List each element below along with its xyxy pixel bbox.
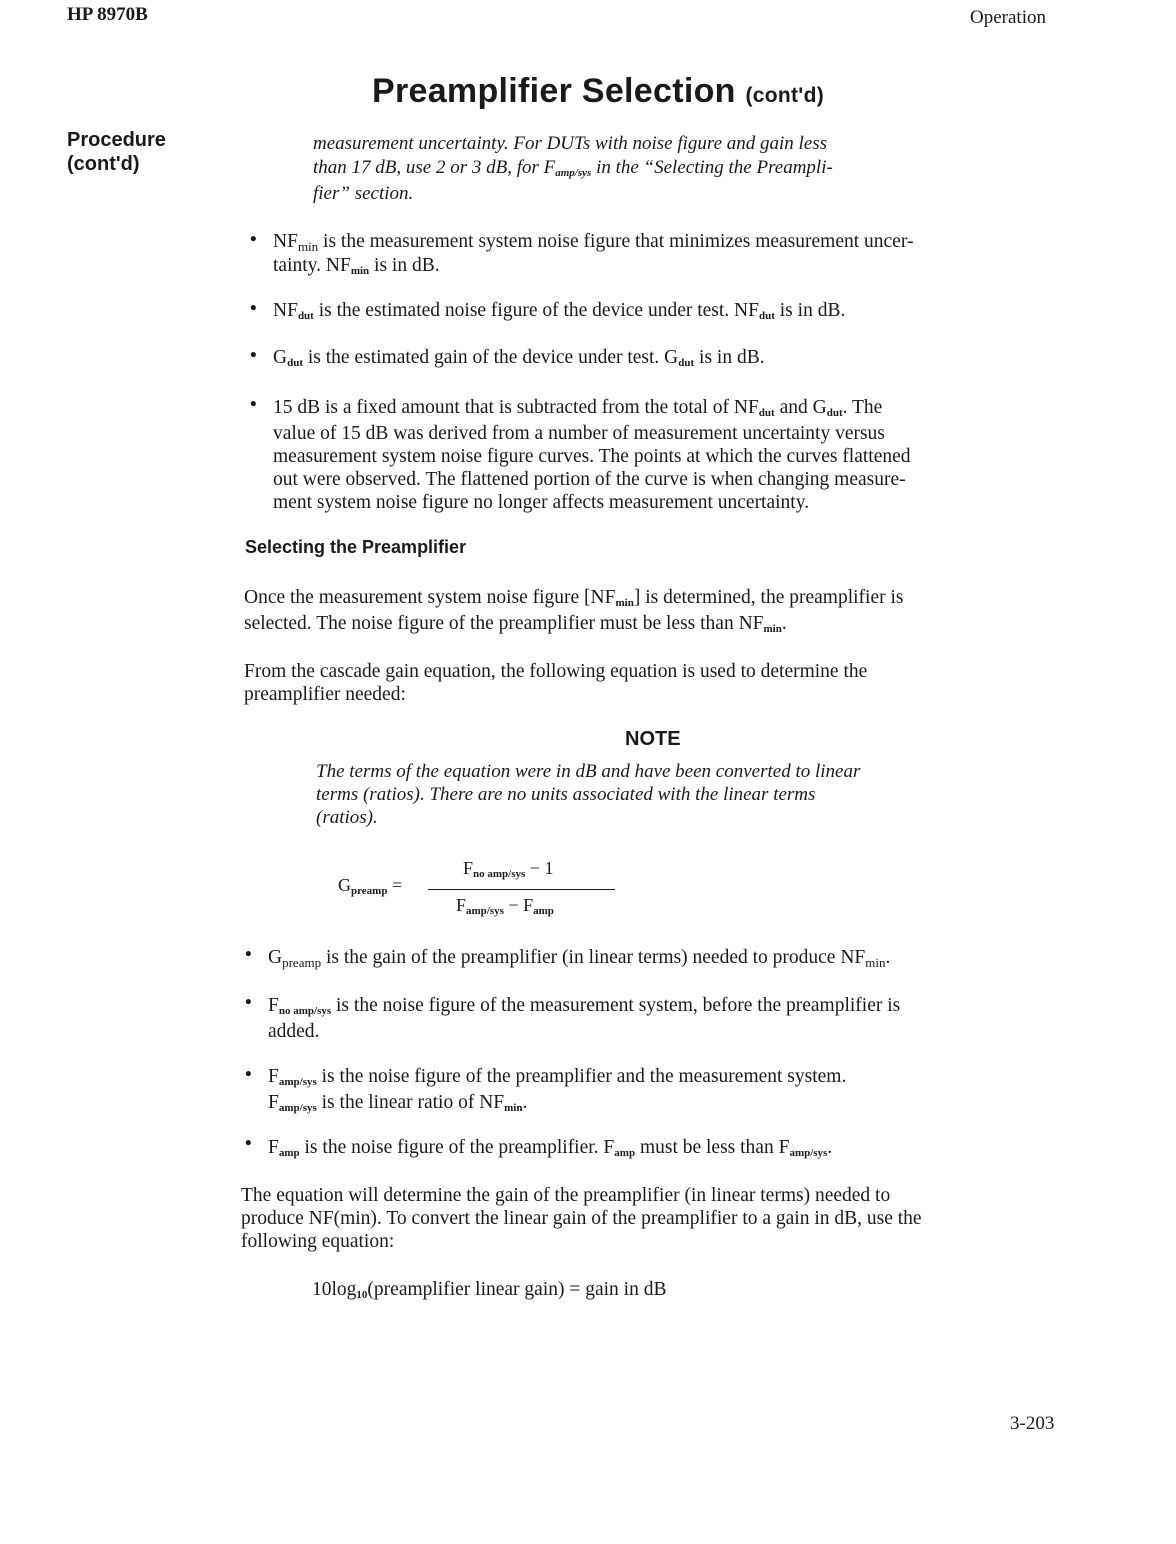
intro-line: fier” section.: [313, 183, 414, 204]
note-body: The terms of the equation were in dB and have been converted to linear terms (ratios). There are no units associated with the linear terms (ratios).: [316, 761, 861, 828]
page-title: [372, 72, 824, 111]
bullet-gpreamp: $G_{preamp}$ is the gain of the preamplifier (in linear terms) needed to produce $NF_{min}$.: [268, 947, 891, 970]
fraction-bar: [428, 889, 615, 890]
equation-numerator: Fno amp/sys − 1: [463, 858, 554, 880]
final-equation: 10log10(preamplifier linear gain) = gain in dB: [312, 1279, 667, 1301]
section-heading: Selecting the Preamplifier: [245, 537, 467, 557]
paragraph-cascade: From the cascade gain equation, the following equation is used to determine the preamplifier needed:: [244, 661, 868, 705]
page-number: 3-203: [1010, 1413, 1055, 1434]
bullet-famp: Famp is the noise figure of the preamplifier. Famp must be less than Famp/sys.: [268, 1137, 833, 1159]
bullet-icon: •: [245, 1133, 252, 1154]
page-title-main: Preamplifier Selection: [372, 72, 736, 110]
bullet-icon: •: [245, 1064, 252, 1085]
sidebar-label-line2: (cont'd): [67, 153, 140, 175]
bullet-icon: •: [245, 944, 252, 965]
section-header: Operation: [970, 7, 1046, 28]
intro-paragraph: [313, 132, 1013, 206]
manual-model-header: HP 8970B: [67, 4, 148, 25]
intro-line: measurement uncertainty. For DUTs with noise figure and gain less: [313, 133, 828, 154]
note-heading: NOTE: [625, 728, 681, 750]
bullet-icon: •: [250, 298, 257, 319]
intro-line: than 17 dB, use 2 or 3 dB, for Famp/sys in the “Selecting the Preampli-: [313, 157, 833, 179]
bullet-icon: •: [250, 345, 257, 366]
paragraph-selection: Once the measurement system noise figure [NFmin] is determined, the preamplifier is selected. The noise figure of the preamplifier must be less than NFmin.: [244, 587, 904, 635]
bullet-nfmin: $NF_{min}$ is the measurement system noise figure that minimizes measurement uncer- tainty. NFmin is in dB.: [273, 231, 914, 277]
bullet-gdut: Gdut is the estimated gain of the device under test. Gdut is in dB.: [273, 347, 765, 369]
equation-lhs: Gpreamp =: [338, 875, 403, 897]
sidebar-label: [67, 128, 166, 176]
bullet-fampsys: Famp/sys is the noise figure of the preamplifier and the measurement system. Famp/sys is the linear ratio of NFmin.: [268, 1066, 847, 1114]
bullet-icon: •: [250, 394, 257, 415]
page-title-suffix: (cont'd): [745, 84, 825, 107]
bullet-icon: •: [245, 992, 252, 1013]
bullet-icon: •: [250, 229, 257, 250]
bullet-nfdut: NFdut is the estimated noise figure of the device under test. NFdut is in dB.: [273, 300, 846, 322]
sidebar-label-line1: Procedure: [67, 129, 166, 151]
bullet-fnoamp: Fno amp/sys is the noise figure of the measurement system, before the preamplifier is added.: [268, 995, 901, 1042]
equation-denominator: Famp/sys − Famp: [456, 895, 554, 917]
paragraph-conversion: The equation will determine the gain of the preamplifier (in linear terms) needed to produce NF(min). To convert the linear gain of the preamplifier to a gain in dB, use the following equation:: [241, 1185, 922, 1252]
bullet-15db: 15 dB is a fixed amount that is subtracted from the total of NFdut and Gdut. The value of 15 dB was derived from a number of measurement uncertainty versus measurement system noise figure curves. The points at which the curves flattened out were observed. The flattened portion of the curve is when changing measure- ment system noise figure no longer affects measurement uncertainty.: [273, 397, 911, 513]
